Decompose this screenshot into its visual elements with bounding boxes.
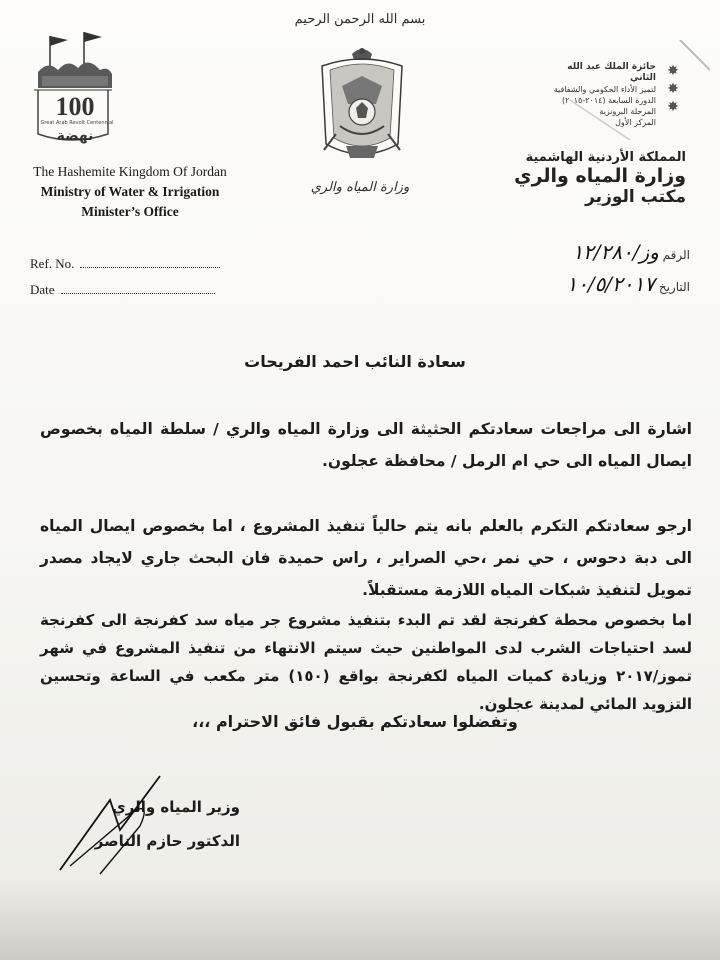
office-name-en: Minister’s Office — [81, 204, 179, 219]
ref-no-line — [80, 266, 220, 268]
ministry-name-ar: وزارة المياه والري — [514, 165, 686, 187]
arabic-date-label: التاريخ — [658, 280, 690, 294]
signature-scribble-icon — [40, 770, 200, 880]
arabic-ref-field — [470, 240, 690, 264]
star-icon: ✸ — [667, 99, 679, 115]
arabic-ref-label: الرقم — [662, 248, 690, 262]
award-ribbon — [560, 40, 710, 140]
star-icon: ✸ — [667, 81, 679, 97]
award-line4: المرحلة البرونزية — [599, 107, 656, 116]
award-line5: المركز الأول — [615, 118, 656, 127]
centennial-arabic-word: نهضة — [56, 128, 94, 144]
ministry-name-en: Ministry of Water & Irrigation — [40, 184, 220, 199]
ribbon-icon — [560, 40, 710, 140]
royal-coat-of-arms — [316, 46, 408, 174]
arabic-letterhead — [460, 150, 686, 207]
ref-no-field — [30, 256, 220, 272]
handwritten-signature — [40, 770, 200, 880]
english-letterhead — [20, 162, 240, 222]
star-icon: ✸ — [667, 63, 679, 79]
signatory-name: الدكتور حازم الناصر — [94, 832, 240, 850]
paragraph-3: اما بخصوص محطة كفرنجة لقد تم البدء بتنفيذ مشروع جر مياه سد كفرنجة الى كفرنجة لسد احتياجات الشرب لدى المواطنين حيث سيتم الانتهاء من تنفيذ المشروع في شهر تموز/٢٠١٧ وزيادة كميات المياه لكفرنجة بواقع (١٥٠) متر مكعب في الساعة وتحسين التزويد المائي لمدينة عجلون. — [40, 611, 692, 713]
kingdom-name-ar: المملكة الأردنية الهاشمية — [525, 150, 686, 165]
paragraph-2: ارجو سعادتكم التكرم بالعلم بانه يتم حالياً تنفيذ المشروع ، اما بخصوص ايصال المياه الى دبة دحوس ، حي نمر ،حي الصراير ، راس حميدة فان البحث جاري لايجاد مصدر تمويل لتنفيذ شبكات المياه اللازمة مستقبلاً. — [40, 517, 692, 599]
salutation: سعادة النائب احمد الفريحات — [244, 352, 466, 371]
award-line3: الدورة السابعة (٢٠١٤-٢٠١٥) — [562, 96, 656, 105]
signatory-title: وزير المياه والري — [112, 798, 240, 816]
arabic-date-handwritten: ١٠/٥/٢٠١٧ — [566, 272, 656, 296]
coat-of-arms-icon — [316, 46, 408, 174]
date-field — [30, 282, 215, 298]
closing-line: وتفضلوا سعادتكم بقبول فائق الاحترام ،،، — [192, 712, 518, 731]
award-title: جائزة الملك عبد الله الثاني — [567, 62, 656, 83]
office-name-ar: مكتب الوزير — [585, 187, 686, 207]
arabic-date-field — [470, 272, 690, 296]
basmala: بسم الله الرحمن الرحيم — [294, 12, 426, 27]
ref-no-label: Ref. No. — [30, 256, 75, 271]
paragraph-1: اشارة الى مراجعات سعادتكم الحثيثة الى وزارة المياه والري / سلطة المياه بخصوص ايصال المياه الى حي ام الرمل / محافظة عجلون. — [40, 420, 692, 470]
ministry-name-under-emblem: وزارة المياه والري — [310, 180, 410, 195]
kingdom-name-en: The Hashemite Kingdom Of Jordan — [33, 164, 227, 179]
date-label: Date — [30, 282, 55, 297]
centennial-caption: Great Arab Revolt Centennial — [40, 120, 114, 126]
arabic-ref-handwritten: وز/١٢/٢٨٠ — [572, 240, 659, 264]
date-line — [61, 292, 215, 294]
centennial-number: 100 — [55, 92, 95, 121]
photo-shadow — [0, 880, 720, 960]
award-line2: لتميز الأداء الحكومي والشفافية — [553, 85, 656, 94]
